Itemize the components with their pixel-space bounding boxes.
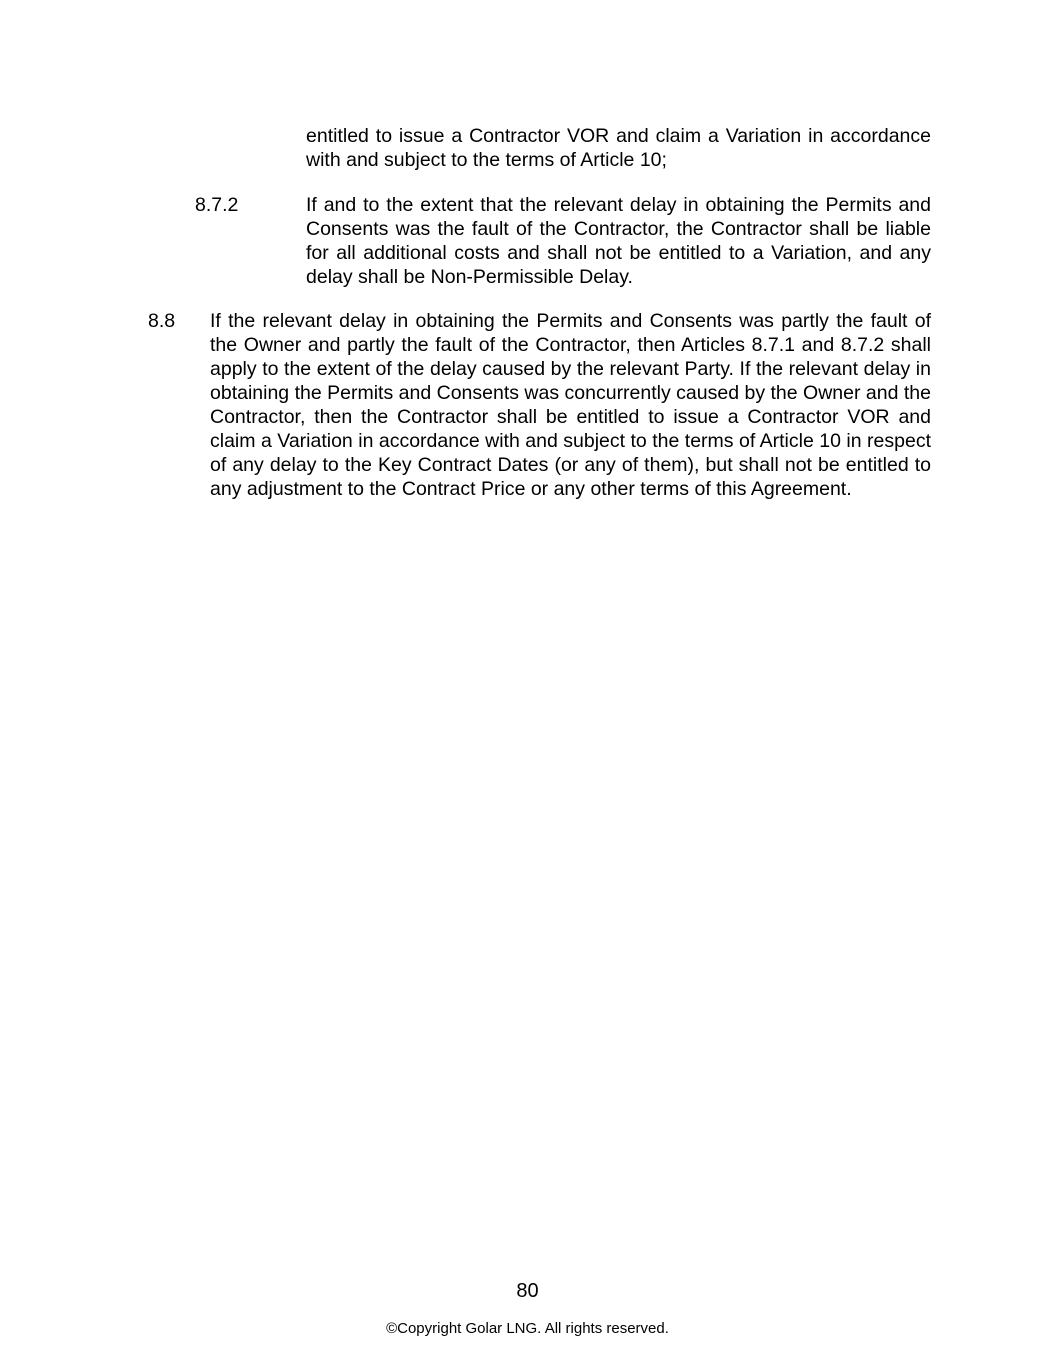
continuation-paragraph: entitled to issue a Contractor VOR and claim a Variation in accordance with and subject to the terms of Article 10; — [306, 125, 931, 171]
clause-number-8-8: 8.8 — [148, 310, 176, 332]
clause-text-8-7-2: If and to the extent that the relevant delay in obtaining the Permits and Consents was the fault of the Contractor, the Contractor shall be liable for all additional costs and shall not be entitled to a Variation, and any delay shall be Non-Permissible Delay. — [306, 194, 931, 288]
page-number: 80 — [516, 1280, 539, 1302]
clause-number-8-7-2: 8.7.2 — [195, 194, 239, 216]
copyright-notice: ©Copyright Golar LNG. All rights reserved. — [386, 1320, 669, 1337]
clause-text-8-8: If the relevant delay in obtaining the Permits and Consents was partly the fault of the Owner and partly the fault of the Contractor, then Articles 8.7.1 and 8.7.2 shall apply to the extent of the delay caused by the relevant Party. If the relevant delay in obtaining the Permits and Consents was concurrently caused by the Owner and the Contractor, then the Contractor shall be entitled to issue a Contractor VOR and claim a Variation in accordance with and subject to the terms of Article 10 in respect of any delay to the Key Contract Dates (or any of them), but shall not be entitled to any adjustment to the Contract Price or any other terms of this Agreement. — [210, 310, 931, 500]
